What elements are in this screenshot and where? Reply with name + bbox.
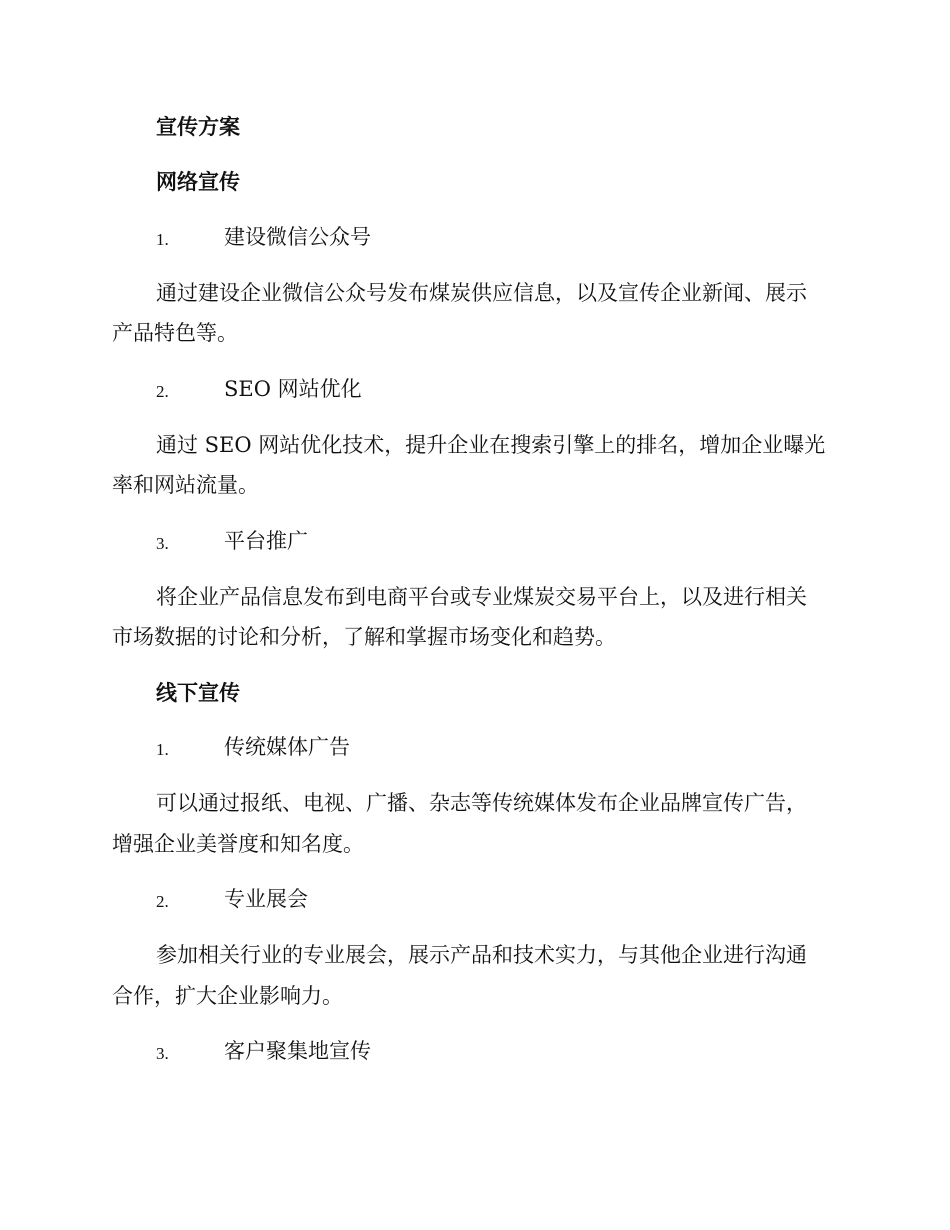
section-heading-online: 网络宣传: [156, 170, 240, 194]
paragraph-line: 通过建设企业微信公众号发布煤炭供应信息，以及宣传企业新闻、展示: [156, 281, 807, 305]
paragraph-line: 通过 SEO 网站优化技术，提升企业在搜索引擎上的排名，增加企业曝光: [156, 433, 826, 457]
paragraph-line: 产品特色等。: [112, 321, 238, 345]
paragraph-line: 率和网站流量。: [112, 473, 259, 497]
item-number: 1.: [156, 230, 169, 249]
paragraph-line: 可以通过报纸、电视、广播、杂志等传统媒体发布企业品牌宣传广告，: [156, 791, 807, 815]
item-title: 传统媒体广告: [224, 735, 350, 759]
item-title: 平台推广: [224, 529, 308, 553]
item-title: SEO 网站优化: [224, 377, 362, 401]
item-title: 专业展会: [224, 887, 308, 911]
item-title: 建设微信公众号: [224, 225, 371, 249]
item-title: 客户聚集地宣传: [224, 1039, 371, 1063]
item-number: 3.: [156, 534, 169, 553]
paragraph-line: 增强企业美誉度和知名度。: [112, 832, 364, 856]
item-number: 2.: [156, 892, 169, 911]
section-heading-offline: 线下宣传: [156, 681, 240, 705]
item-number: 2.: [156, 382, 169, 401]
paragraph-line: 参加相关行业的专业展会，展示产品和技术实力，与其他企业进行沟通: [156, 943, 807, 967]
item-number: 3.: [156, 1044, 169, 1063]
paragraph-line: 市场数据的讨论和分析，了解和掌握市场变化和趋势。: [112, 625, 616, 649]
document-title: 宣传方案: [156, 115, 240, 139]
paragraph-line: 将企业产品信息发布到电商平台或专业煤炭交易平台上，以及进行相关: [156, 585, 807, 609]
item-number: 1.: [156, 740, 169, 759]
paragraph-line: 合作，扩大企业影响力。: [112, 984, 343, 1008]
